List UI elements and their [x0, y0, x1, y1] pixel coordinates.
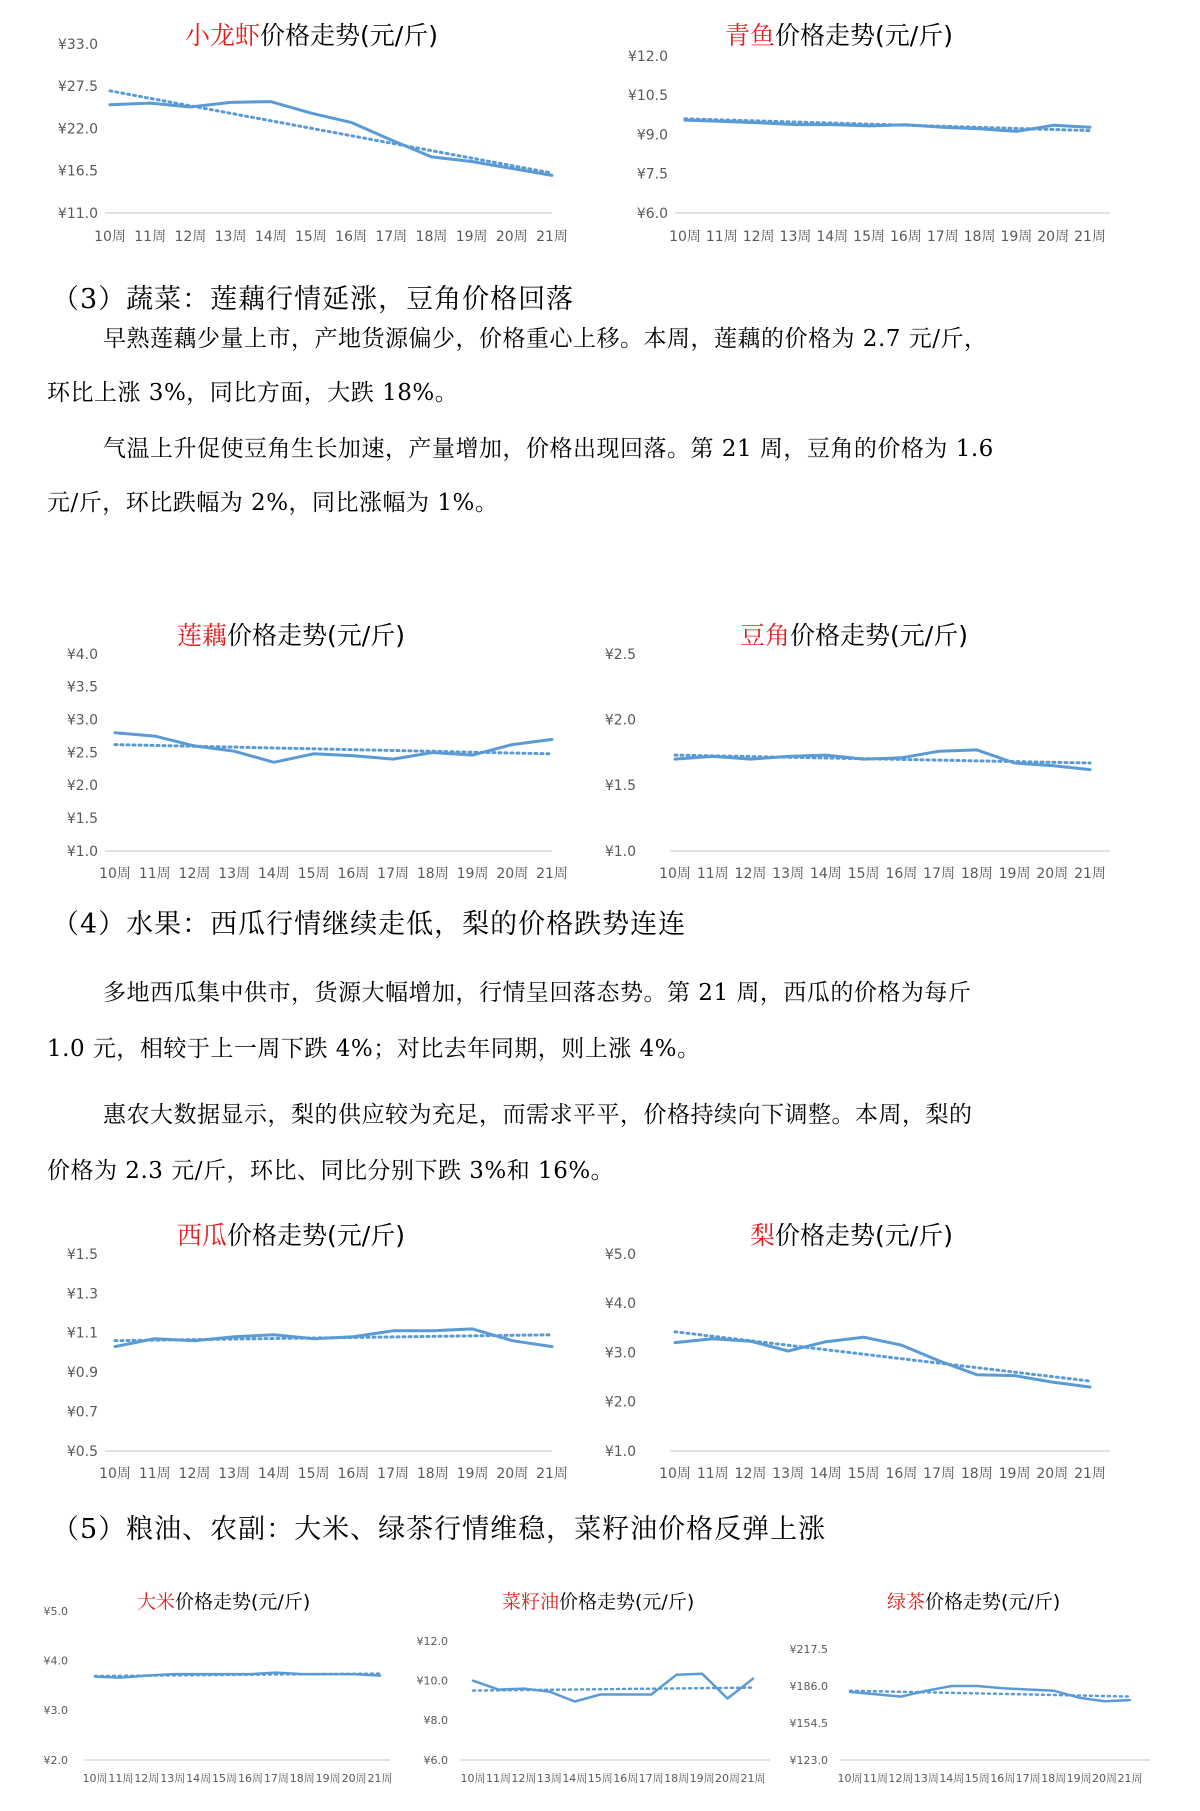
rapeoil-svg	[416, 1588, 780, 1788]
bluefish-ytick: ¥10.5	[627, 88, 668, 105]
bluefish-xtick: 18周	[963, 229, 996, 245]
watermelon-title	[177, 1221, 405, 1250]
crayfish-title	[185, 21, 438, 50]
bluefish-title-highlight: 青鱼	[725, 21, 776, 50]
bluefish-xtick: 16周	[889, 229, 922, 245]
greentea-title	[887, 1591, 1060, 1613]
crayfish-title-highlight: 小龙虾	[185, 21, 261, 50]
chart-crayfish	[40, 14, 568, 254]
pear-ytick: ¥5.0	[604, 1246, 636, 1263]
watermelon-xtick: 19周	[456, 1466, 489, 1482]
pear-xtick: 16周	[885, 1466, 918, 1482]
rice-xtick: 17周	[263, 1772, 289, 1785]
rapeoil-xtick: 19周	[689, 1772, 715, 1785]
section-3-heading: （3）蔬菜：莲藕行情延涨，豆角价格回落	[52, 284, 575, 315]
greentea-ytick: ¥154.5	[789, 1716, 828, 1730]
watermelon-xtick: 13周	[218, 1466, 251, 1482]
s3-paragraph-2-line-1: 气温上升促使豆角生长加速，产量增加，价格出现回落。第 21 周，豆角的价格为 1.6	[103, 436, 994, 462]
rice-xtick: 19周	[315, 1772, 341, 1785]
watermelon-ytick: ¥0.5	[66, 1443, 98, 1460]
crayfish-ytick: ¥16.5	[57, 163, 98, 180]
bluefish-xtick: 10周	[669, 229, 701, 245]
crayfish-xtick: 17周	[375, 229, 408, 245]
lotus-xtick: 18周	[416, 866, 449, 882]
rice-ytick: ¥2.0	[43, 1753, 68, 1767]
chart-rice	[40, 1588, 400, 1788]
crayfish-ytick: ¥27.5	[57, 79, 98, 96]
watermelon-xtick: 15周	[297, 1466, 330, 1482]
rice-ytick: ¥4.0	[43, 1654, 68, 1668]
bluefish-xtick: 14周	[816, 229, 849, 245]
watermelon-ytick: ¥0.7	[66, 1404, 98, 1421]
bean-xtick: 12周	[734, 866, 767, 882]
rapeoil-title-rest: 价格走势(元/斤)	[559, 1591, 695, 1613]
greentea-xtick: 15周	[964, 1772, 990, 1785]
crayfish-xtick: 21周	[536, 229, 568, 245]
greentea-ytick: ¥186.0	[789, 1679, 828, 1693]
crayfish-ytick: ¥33.0	[57, 36, 98, 53]
rice-xtick: 18周	[289, 1772, 315, 1785]
bean-xtick: 21周	[1074, 866, 1106, 882]
bean-ytick: ¥2.5	[604, 646, 636, 663]
crayfish-xtick: 11周	[134, 229, 167, 245]
watermelon-xtick: 12周	[178, 1466, 211, 1482]
crayfish-xtick: 10周	[94, 229, 126, 245]
rapeoil-ytick: ¥8.0	[423, 1714, 448, 1728]
bean-series-line	[675, 750, 1090, 770]
bluefish-xtick: 13周	[779, 229, 812, 245]
greentea-xtick: 20周	[1092, 1772, 1118, 1785]
greentea-ytick: ¥217.5	[789, 1642, 828, 1656]
s4-paragraph-1-line-1: 多地西瓜集中供市，货源大幅增加，行情呈回落态势。第 21 周，西瓜的价格为每斤	[103, 980, 972, 1006]
pear-ytick: ¥3.0	[604, 1345, 636, 1362]
bean-xtick: 18周	[960, 866, 993, 882]
crayfish-xtick: 20周	[495, 229, 528, 245]
bluefish-svg	[580, 14, 1120, 254]
pear-xtick: 19周	[998, 1466, 1031, 1482]
pear-series-line	[675, 1337, 1090, 1387]
bean-ytick: ¥1.5	[604, 778, 636, 795]
bluefish-xtick: 20周	[1037, 229, 1070, 245]
rapeoil-xtick: 12周	[511, 1772, 537, 1785]
lotus-xtick: 11周	[138, 866, 171, 882]
s3-paragraph-2-line-2: 元/斤，环比跌幅为 2%，同比涨幅为 1%。	[47, 490, 499, 516]
pear-xtick: 21周	[1074, 1466, 1106, 1482]
bean-title	[740, 621, 968, 650]
greentea-svg	[790, 1588, 1170, 1788]
rice-series-line	[95, 1673, 380, 1678]
crayfish-svg	[40, 14, 568, 254]
bean-xtick: 14周	[809, 866, 842, 882]
bean-xtick: 17周	[923, 866, 956, 882]
bluefish-xtick: 12周	[742, 229, 775, 245]
chart-lotus	[40, 614, 568, 882]
pear-ytick: ¥1.0	[604, 1443, 636, 1460]
watermelon-ytick: ¥0.9	[66, 1365, 98, 1382]
pear-svg	[580, 1214, 1120, 1482]
watermelon-xtick: 17周	[377, 1466, 410, 1482]
bluefish-xtick: 11周	[705, 229, 738, 245]
chart-bean	[580, 614, 1120, 882]
lotus-xtick: 19周	[456, 866, 489, 882]
crayfish-xtick: 12周	[174, 229, 207, 245]
pear-xtick: 10周	[659, 1466, 691, 1482]
lotus-xtick: 14周	[257, 866, 290, 882]
watermelon-xtick: 14周	[257, 1466, 290, 1482]
rapeoil-xtick: 20周	[715, 1772, 741, 1785]
pear-xtick: 14周	[809, 1466, 842, 1482]
greentea-xtick: 21周	[1117, 1772, 1143, 1785]
rice-xtick: 21周	[367, 1772, 393, 1785]
rapeoil-title	[502, 1591, 694, 1613]
lotus-xtick: 20周	[496, 866, 529, 882]
watermelon-ytick: ¥1.1	[66, 1325, 98, 1342]
bluefish-xtick: 21周	[1074, 229, 1106, 245]
watermelon-ytick: ¥1.3	[66, 1286, 98, 1303]
s4-paragraph-2-line-1: 惠农大数据显示，梨的供应较为充足，而需求平平，价格持续向下调整。本周，梨的	[103, 1102, 973, 1128]
bluefish-series-line	[685, 120, 1090, 131]
pear-ytick: ¥4.0	[604, 1296, 636, 1313]
greentea-xtick: 16周	[990, 1772, 1016, 1785]
pear-xtick: 20周	[1036, 1466, 1069, 1482]
bluefish-title-rest: 价格走势(元/斤)	[775, 21, 953, 50]
bean-xtick: 11周	[696, 866, 729, 882]
bean-xtick: 19周	[998, 866, 1031, 882]
pear-xtick: 18周	[960, 1466, 993, 1482]
watermelon-xtick: 10周	[99, 1466, 131, 1482]
rice-title-highlight: 大米	[137, 1591, 176, 1613]
rice-ytick: ¥3.0	[43, 1704, 68, 1718]
greentea-xtick: 18周	[1041, 1772, 1067, 1785]
pear-xtick: 11周	[696, 1466, 729, 1482]
watermelon-series-line	[115, 1329, 552, 1347]
rapeoil-ytick: ¥10.0	[416, 1674, 448, 1688]
section-4-heading: （4）水果：西瓜行情继续走低，梨的价格跌势连连	[52, 909, 687, 940]
pear-xtick: 15周	[847, 1466, 880, 1482]
chart-bluefish	[580, 14, 1120, 254]
crayfish-xtick: 18周	[415, 229, 448, 245]
lotus-ytick: ¥3.0	[66, 712, 98, 729]
bluefish-ytick: ¥9.0	[636, 127, 668, 144]
crayfish-xtick: 19周	[455, 229, 488, 245]
watermelon-xtick: 11周	[138, 1466, 171, 1482]
bean-title-rest: 价格走势(元/斤)	[790, 621, 968, 650]
rapeoil-ytick: ¥12.0	[416, 1634, 448, 1648]
greentea-xtick: 17周	[1015, 1772, 1041, 1785]
rice-xtick: 20周	[341, 1772, 367, 1785]
chart-greentea	[790, 1588, 1170, 1788]
rapeoil-ytick: ¥6.0	[423, 1753, 448, 1767]
rice-xtick: 10周	[82, 1772, 108, 1785]
greentea-xtick: 13周	[913, 1772, 939, 1785]
bean-xtick: 15周	[847, 866, 880, 882]
rice-xtick: 14周	[186, 1772, 212, 1785]
bluefish-title	[725, 21, 953, 50]
greentea-xtick: 11周	[862, 1772, 888, 1785]
pear-ytick: ¥2.0	[604, 1394, 636, 1411]
rice-xtick: 13周	[160, 1772, 186, 1785]
bean-xtick: 13周	[772, 866, 805, 882]
pear-title-highlight: 梨	[750, 1221, 776, 1250]
rapeoil-xtick: 15周	[587, 1772, 613, 1785]
bean-ytick: ¥1.0	[604, 843, 636, 860]
lotus-ytick: ¥1.0	[66, 843, 98, 860]
lotus-xtick: 13周	[218, 866, 251, 882]
rapeoil-xtick: 17周	[638, 1772, 664, 1785]
greentea-xtick: 10周	[837, 1772, 863, 1785]
bluefish-ytick: ¥6.0	[636, 205, 668, 222]
rice-xtick: 16周	[237, 1772, 263, 1785]
crayfish-xtick: 15周	[294, 229, 327, 245]
rapeoil-xtick: 14周	[562, 1772, 588, 1785]
bean-svg	[580, 614, 1120, 882]
s4-paragraph-1-line-2: 1.0 元，相较于上一周下跌 4%；对比去年同期，则上涨 4%。	[47, 1036, 701, 1062]
watermelon-title-rest: 价格走势(元/斤)	[227, 1221, 405, 1250]
lotus-xtick: 17周	[377, 866, 410, 882]
bean-xtick: 16周	[885, 866, 918, 882]
pear-xtick: 13周	[772, 1466, 805, 1482]
rapeoil-xtick: 10周	[460, 1772, 486, 1785]
watermelon-ytick: ¥1.5	[66, 1246, 98, 1263]
bluefish-ytick: ¥12.0	[627, 48, 668, 65]
lotus-ytick: ¥2.5	[66, 745, 98, 762]
chart-pear	[580, 1214, 1120, 1482]
s4-paragraph-2-line-2: 价格为 2.3 元/斤，环比、同比分别下跌 3%和 16%。	[47, 1158, 615, 1184]
bean-title-highlight: 豆角	[740, 621, 791, 650]
pear-title-rest: 价格走势(元/斤)	[775, 1221, 953, 1250]
pear-xtick: 12周	[734, 1466, 767, 1482]
lotus-title-highlight: 莲藕	[177, 621, 228, 650]
pear-title	[750, 1221, 953, 1250]
rice-xtick: 11周	[108, 1772, 134, 1785]
lotus-svg	[40, 614, 568, 882]
bluefish-xtick: 19周	[1000, 229, 1033, 245]
section-5-heading: （5）粮油、农副：大米、绿茶行情维稳，菜籽油价格反弹上涨	[52, 1514, 827, 1545]
rapeoil-xtick: 18周	[664, 1772, 690, 1785]
watermelon-title-highlight: 西瓜	[177, 1221, 228, 1250]
rapeoil-title-highlight: 菜籽油	[502, 1591, 560, 1613]
crayfish-series-line	[110, 102, 552, 176]
chart-rapeoil	[416, 1588, 780, 1788]
bluefish-ytick: ¥7.5	[636, 166, 668, 183]
bean-xtick: 10周	[659, 866, 691, 882]
rice-ytick: ¥5.0	[43, 1604, 68, 1618]
rapeoil-xtick: 11周	[485, 1772, 511, 1785]
bluefish-xtick: 15周	[853, 229, 886, 245]
greentea-xtick: 19周	[1066, 1772, 1092, 1785]
rice-xtick: 12周	[134, 1772, 160, 1785]
crayfish-ytick: ¥11.0	[57, 205, 98, 222]
watermelon-xtick: 18周	[416, 1466, 449, 1482]
lotus-xtick: 12周	[178, 866, 211, 882]
crayfish-xtick: 14周	[254, 229, 287, 245]
bean-xtick: 20周	[1036, 866, 1069, 882]
watermelon-xtick: 20周	[496, 1466, 529, 1482]
s3-paragraph-1-line-2: 环比上涨 3%，同比方面，大跌 18%。	[47, 380, 459, 406]
rice-svg	[40, 1588, 400, 1788]
greentea-title-highlight: 绿茶	[887, 1591, 926, 1613]
chart-watermelon	[40, 1214, 568, 1482]
lotus-xtick: 15周	[297, 866, 330, 882]
lotus-xtick: 10周	[99, 866, 131, 882]
crayfish-title-rest: 价格走势(元/斤)	[260, 21, 438, 50]
lotus-xtick: 16周	[337, 866, 370, 882]
lotus-xtick: 21周	[536, 866, 568, 882]
crayfish-xtick: 16周	[335, 229, 368, 245]
lotus-ytick: ¥4.0	[66, 646, 98, 663]
rapeoil-xtick: 16周	[613, 1772, 639, 1785]
s3-paragraph-1-line-1: 早熟莲藕少量上市，产地货源偏少，价格重心上移。本周，莲藕的价格为 2.7 元/斤，	[103, 326, 988, 352]
greentea-title-rest: 价格走势(元/斤)	[925, 1591, 1061, 1613]
greentea-xtick: 12周	[888, 1772, 914, 1785]
bean-ytick: ¥2.0	[604, 712, 636, 729]
rice-title	[137, 1591, 310, 1613]
crayfish-trendline	[110, 91, 552, 173]
rapeoil-series-line	[473, 1674, 753, 1702]
lotus-title-rest: 价格走势(元/斤)	[227, 621, 405, 650]
rapeoil-xtick: 13周	[536, 1772, 562, 1785]
pear-xtick: 17周	[923, 1466, 956, 1482]
bluefish-xtick: 17周	[926, 229, 959, 245]
rapeoil-xtick: 21周	[740, 1772, 766, 1785]
crayfish-ytick: ¥22.0	[57, 121, 98, 138]
rice-title-rest: 价格走势(元/斤)	[175, 1591, 311, 1613]
lotus-title	[177, 621, 405, 650]
lotus-ytick: ¥1.5	[66, 811, 98, 828]
watermelon-xtick: 21周	[536, 1466, 568, 1482]
crayfish-xtick: 13周	[214, 229, 247, 245]
lotus-series-line	[115, 733, 552, 763]
lotus-ytick: ¥2.0	[66, 778, 98, 795]
rice-xtick: 15周	[212, 1772, 238, 1785]
watermelon-xtick: 16周	[337, 1466, 370, 1482]
lotus-ytick: ¥3.5	[66, 679, 98, 696]
greentea-xtick: 14周	[939, 1772, 965, 1785]
greentea-ytick: ¥123.0	[789, 1753, 828, 1767]
watermelon-svg	[40, 1214, 568, 1482]
